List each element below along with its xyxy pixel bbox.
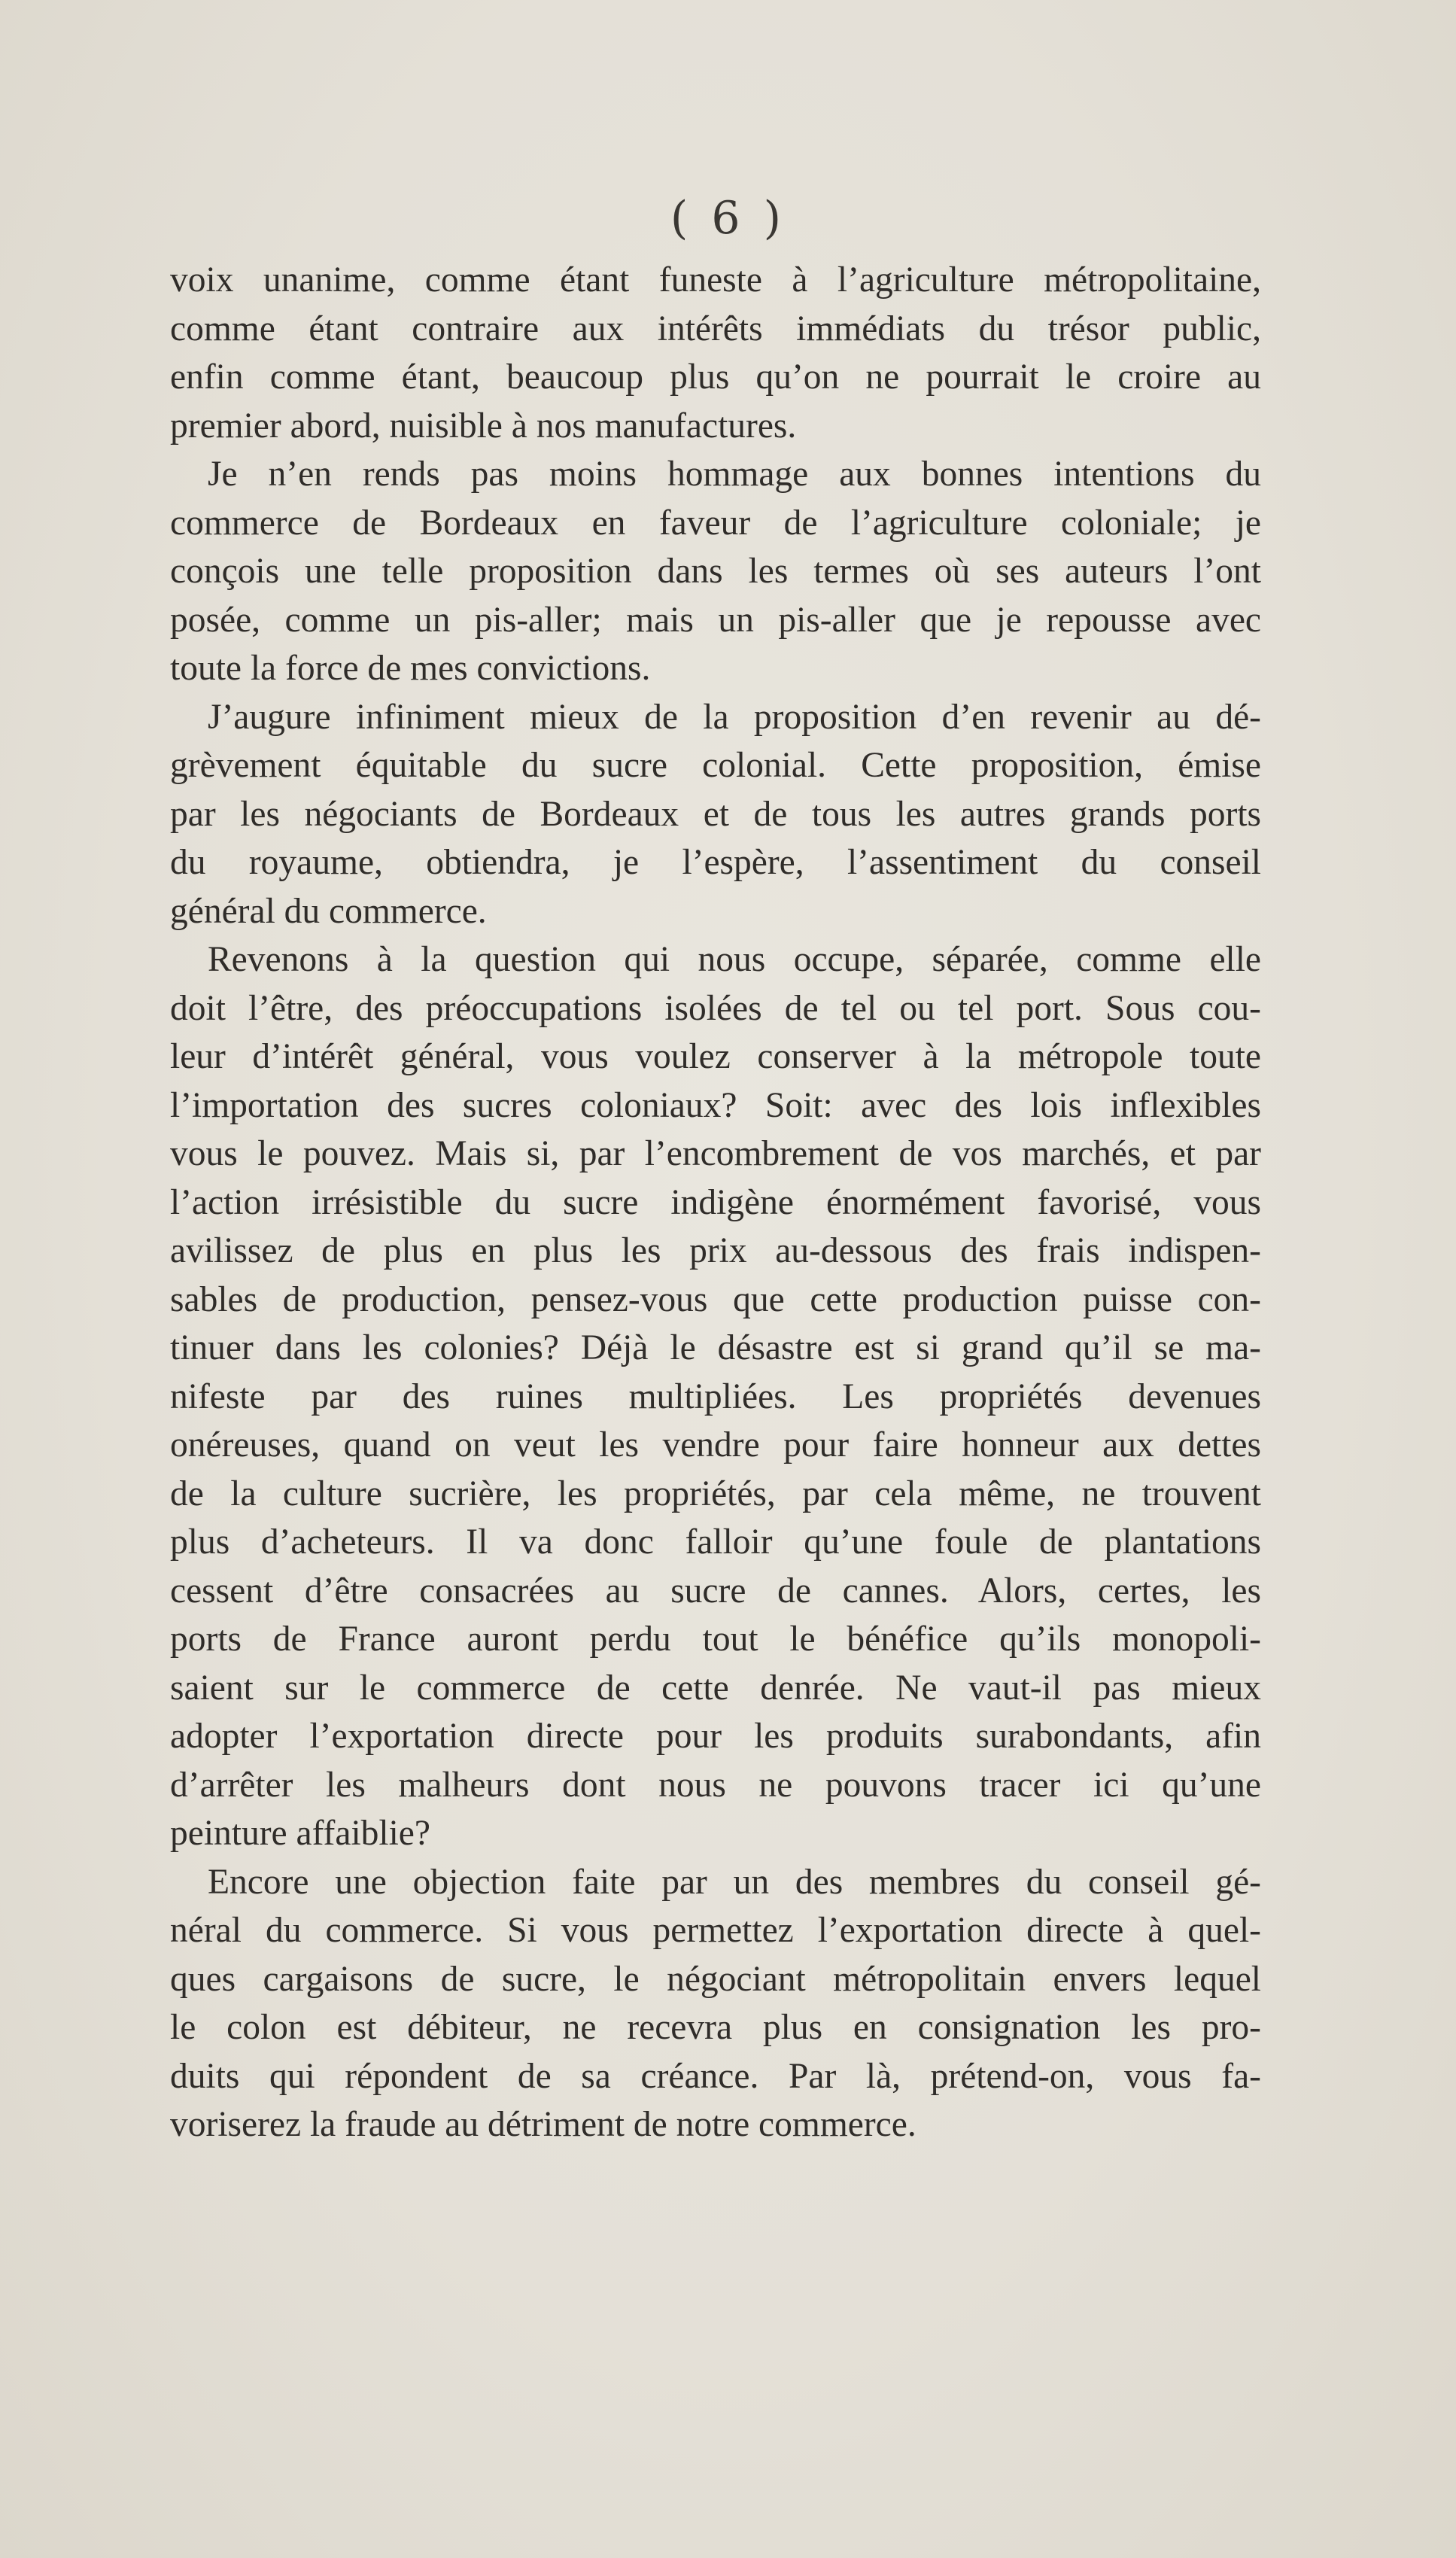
text-line: ques cargaisons de sucre, le négociant métropolitain envers lequel	[170, 1959, 1261, 1999]
text-line: tinuer dans les colonies? Déjà le désastre est si grand qu’il se ma-	[170, 1328, 1261, 1367]
text-line: de la culture sucrière, les propriétés, par cela même, ne trouvent	[170, 1474, 1261, 1513]
text-line: cessent d’être consacrées au sucre de cannes. Alors, certes, les	[170, 1571, 1261, 1611]
text-line: le colon est débiteur, ne recevra plus en consignation les pro-	[170, 2008, 1261, 2047]
text-line: conçois une telle proposition dans les termes où ses auteurs l’ont	[170, 552, 1261, 591]
body-text	[170, 256, 1261, 2149]
page-number: ( 6 )	[670, 192, 786, 245]
text-line: adopter l’exportation directe pour les produits surabondants, afin	[170, 1717, 1261, 1756]
text-line: grèvement équitable du sucre colonial. Cette proposition, émise	[170, 746, 1261, 785]
text-line: par les négociants de Bordeaux et de tous les autres grands ports	[170, 794, 1261, 834]
text-line: l’action irrésistible du sucre indigène énormément favorisé, vous	[170, 1182, 1261, 1222]
text-line: vous le pouvez. Mais si, par l’encombrement de vos marchés, et par	[170, 1134, 1261, 1173]
text-line: comme étant contraire aux intérêts immédiats du trésor public,	[170, 309, 1261, 348]
text-line: Je n’en rends pas moins hommage aux bonnes intentions du	[208, 455, 1261, 494]
text-line: Revenons à la question qui nous occupe, séparée, comme elle	[208, 940, 1261, 979]
text-line: leur d’intérêt général, vous voulez conserver à la métropole toute	[170, 1037, 1261, 1076]
text-line: toute la force de mes convictions.	[170, 649, 651, 688]
text-line: général du commerce.	[170, 891, 487, 931]
text-line: enfin comme étant, beaucoup plus qu’on ne pourrait le croire au	[170, 357, 1261, 397]
text-line: ports de France auront perdu tout le bénéfice qu’ils monopoli-	[170, 1620, 1261, 1659]
text-line: plus d’acheteurs. Il va donc falloir qu’une foule de plantations	[170, 1522, 1261, 1562]
text-line: saient sur le commerce de cette denrée. Ne vaut-il pas mieux	[170, 1668, 1261, 1708]
text-line: J’augure infiniment mieux de la proposition d’en revenir au dé-	[208, 697, 1261, 737]
text-line: néral du commerce. Si vous permettez l’exportation directe à quel-	[170, 1911, 1261, 1950]
text-line: duits qui répondent de sa créance. Par là, prétend-on, vous fa-	[170, 2056, 1261, 2096]
text-line: peinture affaiblie?	[170, 1814, 430, 1853]
text-line: voriserez la fraude au détriment de notre commerce.	[170, 2105, 916, 2144]
text-line: doit l’être, des préoccupations isolées de tel ou tel port. Sous cou-	[170, 988, 1261, 1028]
text-line: posée, comme un pis-aller; mais un pis-aller que je repousse avec	[170, 600, 1261, 640]
text-line: onéreuses, quand on veut les vendre pour faire honneur aux dettes	[170, 1425, 1261, 1465]
text-line: Encore une objection faite par un des membres du conseil gé-	[208, 1862, 1261, 1902]
text-line: commerce de Bordeaux en faveur de l’agriculture coloniale; je	[170, 503, 1261, 543]
text-line: nifeste par des ruines multipliées. Les propriétés devenues	[170, 1376, 1261, 1416]
text-line: d’arrêter les malheurs dont nous ne pouvons tracer ici qu’une	[170, 1765, 1261, 1805]
text-line: premier abord, nuisible à nos manufactures.	[170, 406, 797, 446]
text-line: l’importation des sucres coloniaux? Soit: avec des lois inflexibles	[170, 1085, 1261, 1125]
text-line: voix unanime, comme étant funeste à l’agriculture métropolitaine,	[170, 260, 1261, 300]
text-line: du royaume, obtiendra, je l’espère, l’assentiment du conseil	[170, 843, 1261, 882]
text-line: sables de production, pensez-vous que cette production puisse con-	[170, 1279, 1261, 1319]
text-line: avilissez de plus en plus les prix au-dessous des frais indispen-	[170, 1231, 1261, 1270]
